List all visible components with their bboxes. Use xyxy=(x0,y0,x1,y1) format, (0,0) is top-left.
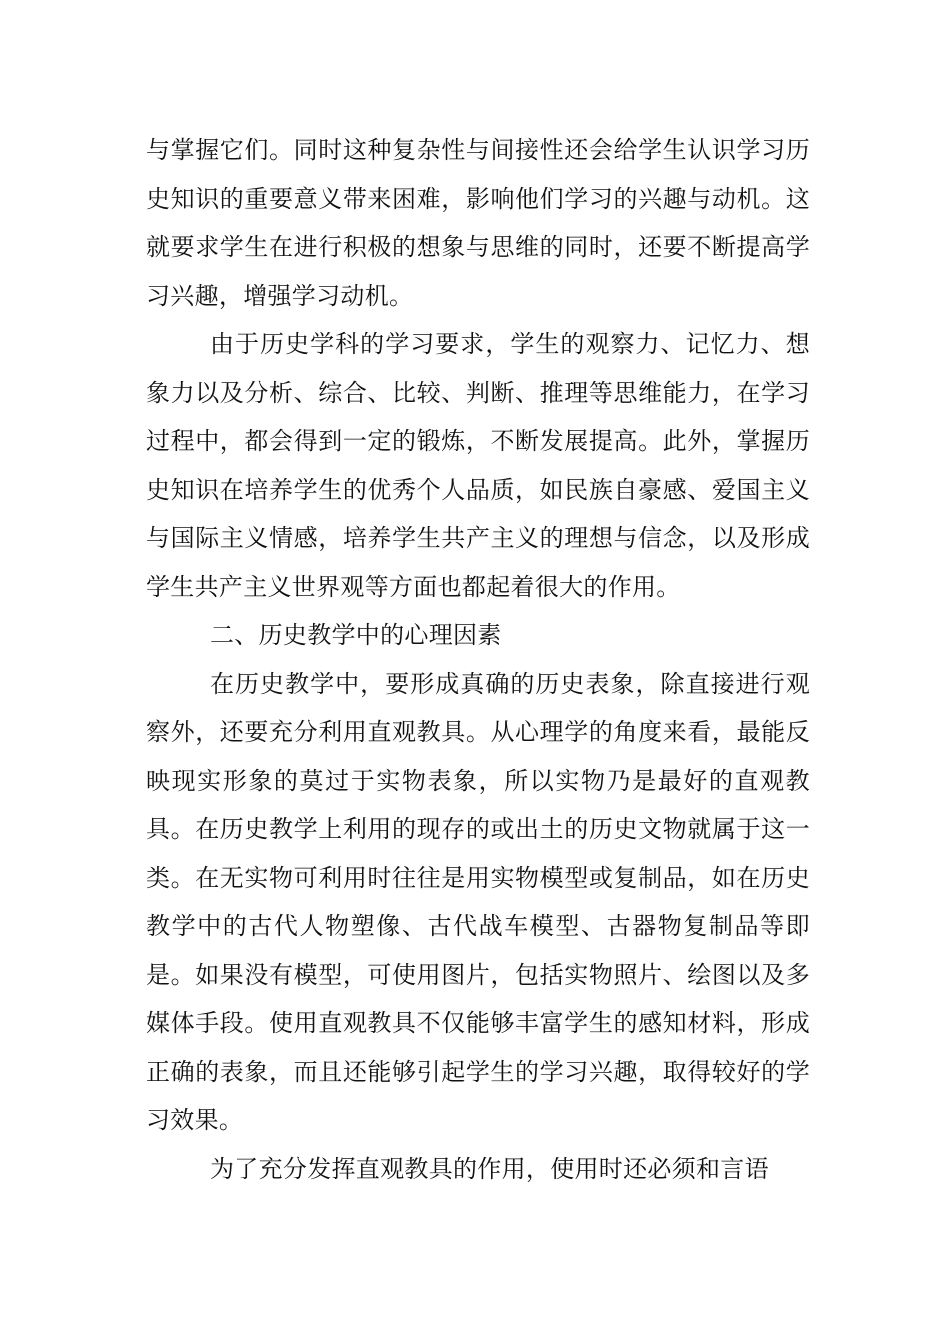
section-heading: 二、历史教学中的心理因素 xyxy=(210,621,502,649)
paragraph-visual-aids-usage: 为了充分发挥直观教具的作用，使用时还必须和言语 xyxy=(210,1154,769,1183)
paragraph-visual-aids: 在历史教学中，要形成真确的历史表象，除直接进行观察外，还要充分利用直观教具。从心理学的角度来看，最能反映现实形象的莫过于实物表象，所以实物乃是最好的直观教具。在历史教学上利用的现存的或出土的历史文物就属于这一类。在无实物可利用时往往是用实物模型或复制品，如在历史教学中的古代人物塑像、古代战车模型、古器物复制品等即是。如果没有模型，可使用图片，包括实物照片、绘图以及多媒体手段。使用直观教具不仅能够丰富学生的感知材料，形成正确的表象，而且还能够引起学生的学习兴趣，取得较好的学习效果。 xyxy=(146,669,810,1134)
document-body xyxy=(146,126,810,1193)
paragraph-continuation: 与掌握它们。同时这种复杂性与间接性还会给学生认识学习历史知识的重要意义带来困难，影响他们学习的兴趣与动机。这就要求学生在进行积极的想象与思维的同时，还要不断提高学习兴趣，增强学习动机。 xyxy=(146,136,810,310)
paragraph-learning-abilities: 由于历史学科的学习要求，学生的观察力、记忆力、想象力以及分析、综合、比较、判断、推理等思维能力，在学习过程中，都会得到一定的锻炼，不断发展提高。此外，掌握历史知识在培养学生的优秀个人品质，如民族自豪感、爱国主义与国际主义情感，培养学生共产主义的理想与信念，以及形成学生共产主义世界观等方面也都起着很大的作用。 xyxy=(146,330,810,601)
